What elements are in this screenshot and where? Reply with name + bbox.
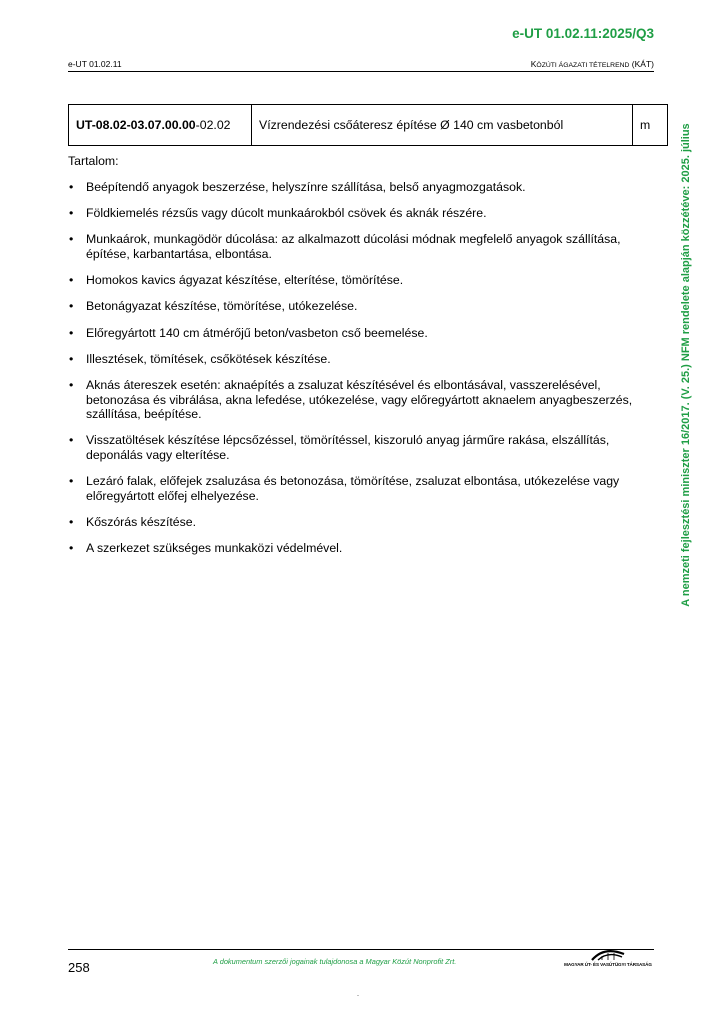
- header-standard-id: e-UT 01.02.11: [68, 59, 122, 69]
- item-code: [69, 105, 252, 146]
- publisher-logo: [562, 948, 654, 974]
- arch-bridge-icon: [590, 948, 626, 962]
- contents-heading: Tartalom:: [68, 154, 119, 168]
- contents-list: [68, 180, 640, 567]
- header-title-rest: ÖZÚTI ÁGAZATI TÉTELREND: [536, 62, 630, 69]
- item-row: [69, 105, 668, 146]
- list-item: • A szerkezet szükséges munkaközi védelmével.: [68, 541, 640, 556]
- item-code-suffix: -02.02: [195, 118, 231, 132]
- list-item: • Földkiemelés rézsűs vagy dúcolt munkaárokból csövek és aknák részére.: [68, 206, 640, 221]
- list-item: • Lezáró falak, előfejek zsaluzása és betonozása, tömörítése, zsaluzat elbontása, utókezelése vagy előregyártott előfej elhelyezése.: [68, 474, 640, 503]
- document-code: e-UT 01.02.11:2025/Q3: [512, 26, 654, 41]
- list-item: • Illesztések, tömítések, csőkötések készítése.: [68, 352, 640, 367]
- list-item: • Beépítendő anyagok beszerzése, helyszínre szállítása, belső anyagmozgatások.: [68, 180, 640, 195]
- publisher-name: MAGYAR ÚT- ÉS VASÚTÜGYI TÁRSASÁG: [564, 962, 652, 967]
- list-item: • Betonágyazat készítése, tömörítése, utókezelése.: [68, 299, 640, 314]
- scan-mark: [357, 995, 359, 996]
- header-title-initial: K: [530, 59, 537, 69]
- item-code-bold: UT-08.02-03.07.00.00: [76, 118, 196, 132]
- list-item: • Kőszórás készítése.: [68, 515, 640, 530]
- item-unit: m: [633, 105, 668, 146]
- header-divider: [68, 71, 654, 72]
- list-item: • Aknás átereszek esetén: aknaépítés a zsaluzat készítésével és elbontásával, vasszerelésével, betonozása és vibrálása, akna lefedése, utókezelése, vagy előregyártott aknaelem anyagbeszerzés, szállítása, beépítése.: [68, 378, 640, 422]
- list-item: • Munkaárok, munkagödör dúcolása: az alkalmazott dúcolási módnak megfelelő anyagok szállítása, építése, karbantartása, elbontása.: [68, 232, 640, 261]
- list-item: • Visszatöltések készítése lépcsőzéssel, tömörítéssel, kiszoruló anyag járműre rakása, elszállítás, deponálás vagy elterítése.: [68, 433, 640, 462]
- page-number: 258: [68, 960, 90, 975]
- item-description: Vízrendezési csőáteresz építése Ø 140 cm vasbetonból: [252, 105, 633, 146]
- header-title: [531, 59, 654, 69]
- list-item: • Előregyártott 140 cm átmérőjű beton/vasbeton cső beemelése.: [68, 326, 640, 341]
- copyright-notice: A dokumentum szerzői jogainak tulajdonosa a Magyar Közút Nonprofit Zrt.: [213, 957, 457, 966]
- publication-side-note: A nemzeti fejlesztési miniszter 16/2017. (V. 25.) NFM rendelete alapján közzétéve: 2025. július: [680, 123, 692, 607]
- header-title-suffix: (KÁT): [629, 59, 654, 69]
- item-table: [68, 104, 668, 146]
- list-item: • Homokos kavics ágyazat készítése, elterítése, tömörítése.: [68, 273, 640, 288]
